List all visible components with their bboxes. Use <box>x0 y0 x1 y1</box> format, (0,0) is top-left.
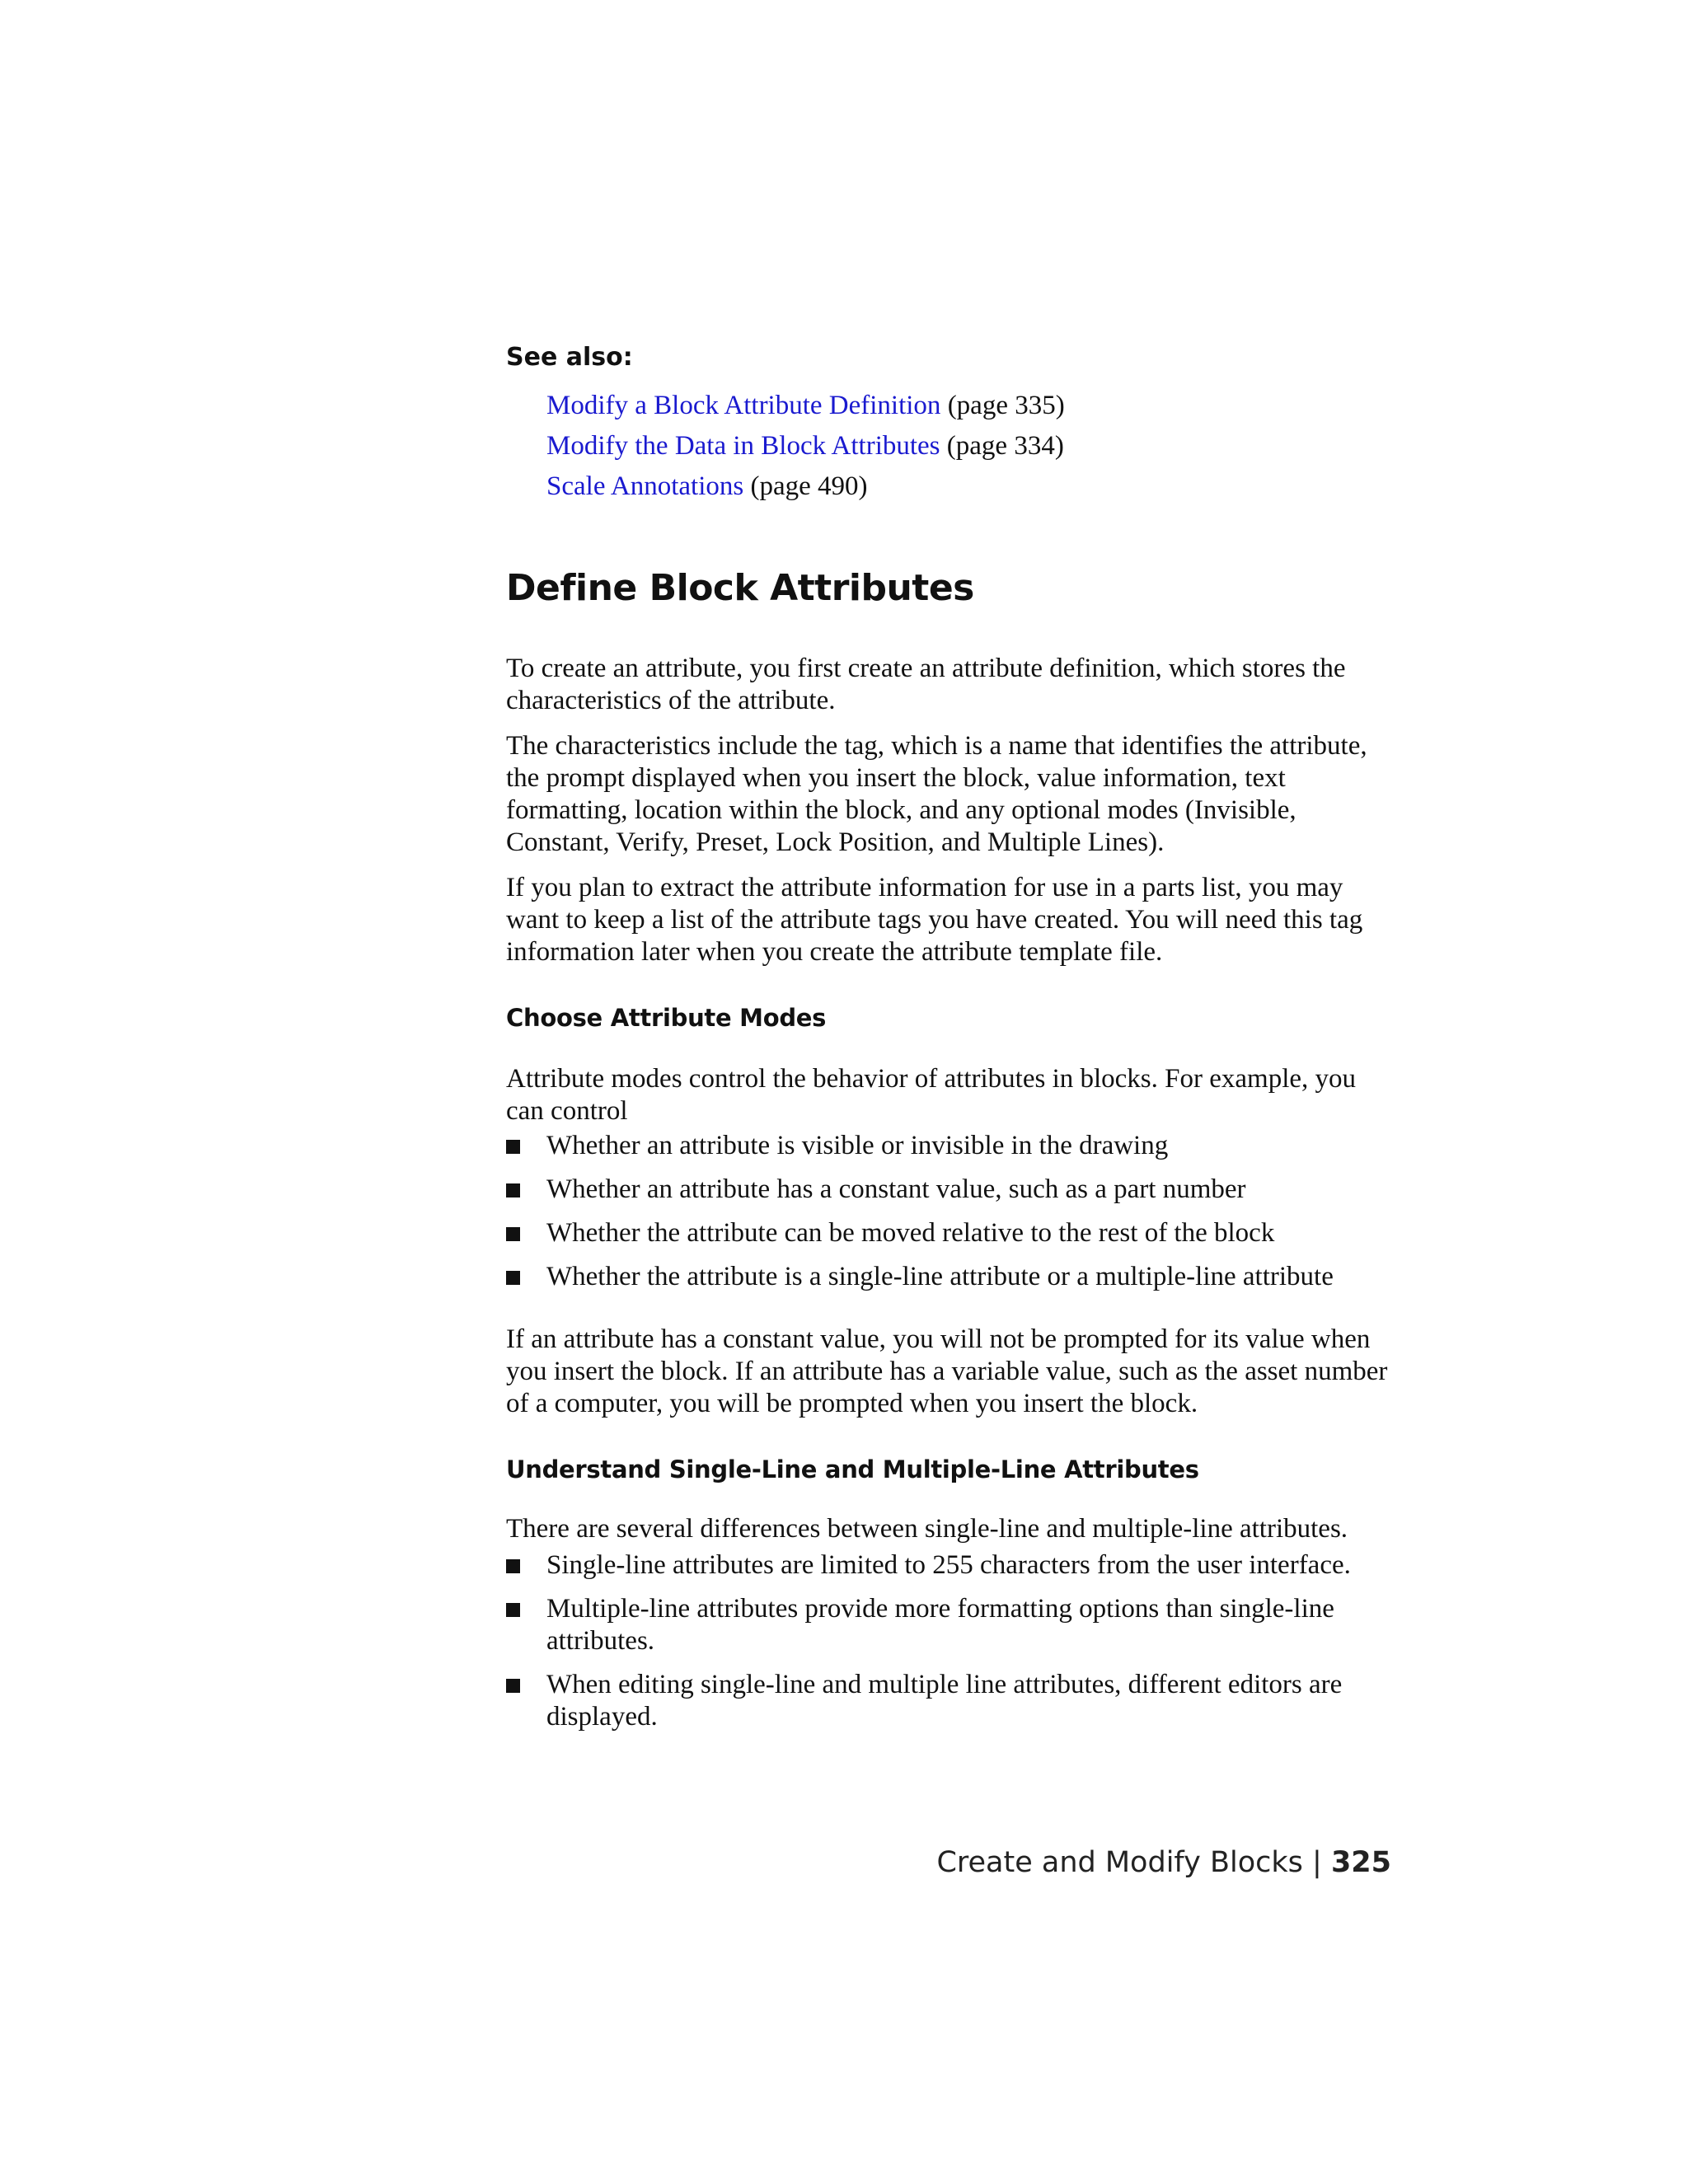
page-number: 325 <box>1330 1846 1391 1879</box>
see-also-list <box>546 386 1065 507</box>
paragraph: If you plan to extract the attribute information for use in a parts list, you may want to keep a list of the attribute tags you have created. You will need this tag information later when you create the attribute template file. <box>506 873 1363 967</box>
link-scale-annotations[interactable]: Scale Annotations <box>546 471 744 501</box>
list-item: When editing single-line and multiple line attributes, different editors are displayed. <box>506 1669 1404 1733</box>
see-also-item <box>546 426 1065 466</box>
paragraph: If an attribute has a constant value, you will not be prompted for its value when you insert the block. If an attribute has a variable value, such as the asset number of a computer, you will be prompted when you insert the block. <box>506 1324 1388 1418</box>
subsection-title-lines: Understand Single-Line and Multiple-Line Attributes <box>506 1455 1199 1483</box>
bullet-icon <box>506 1679 520 1693</box>
see-also-item <box>546 466 1065 507</box>
link-modify-block-attribute-definition[interactable]: Modify a Block Attribute Definition <box>546 391 941 420</box>
paragraph: Attribute modes control the behavior of attributes in blocks. For example, you can control <box>506 1064 1357 1126</box>
footer-separator: | <box>1312 1846 1322 1879</box>
bullet-icon <box>506 1227 520 1241</box>
section-title: Define Block Attributes <box>506 567 974 609</box>
lines-bullet-list <box>506 1549 1404 1733</box>
link-modify-data-in-block-attributes[interactable]: Modify the Data in Block Attributes <box>546 431 940 461</box>
page-ref: (page 335) <box>947 391 1065 420</box>
bullet-icon <box>506 1183 520 1197</box>
page-ref: (page 334) <box>946 431 1064 461</box>
page-ref: (page 490) <box>750 471 868 501</box>
bullet-icon <box>506 1559 520 1573</box>
see-also-item <box>546 386 1065 426</box>
see-also-heading: See also: <box>506 343 633 372</box>
paragraph: To create an attribute, you first create an attribute definition, which stores the characteristics of the attribute. <box>506 654 1346 715</box>
list-item: Whether the attribute is a single-line attribute or a multiple-line attribute <box>506 1261 1404 1293</box>
paragraph: There are several differences between single-line and multiple-line attributes. <box>506 1514 1348 1544</box>
list-item: Whether the attribute can be moved relative to the rest of the block <box>506 1217 1404 1249</box>
bullet-icon <box>506 1603 520 1617</box>
list-item: Single-line attributes are limited to 255 characters from the user interface. <box>506 1549 1404 1582</box>
bullet-icon <box>506 1140 520 1154</box>
list-item: Whether an attribute has a constant value, such as a part number <box>506 1174 1404 1206</box>
page-footer <box>907 1846 1391 1879</box>
footer-chapter: Create and Modify Blocks <box>936 1846 1303 1879</box>
list-item: Multiple-line attributes provide more formatting options than single-line attributes. <box>506 1593 1404 1657</box>
subsection-title-modes: Choose Attribute Modes <box>506 1004 827 1032</box>
paragraph: The characteristics include the tag, which is a name that identifies the attribute, the prompt displayed when you insert the block, value information, text formatting, location within the block, and any optional modes (Invisible, Constant, Verify, Preset, Lock Position, and Multiple Lines). <box>506 731 1367 857</box>
list-item: Whether an attribute is visible or invisible in the drawing <box>506 1130 1404 1162</box>
bullet-icon <box>506 1271 520 1285</box>
modes-bullet-list <box>506 1130 1404 1293</box>
